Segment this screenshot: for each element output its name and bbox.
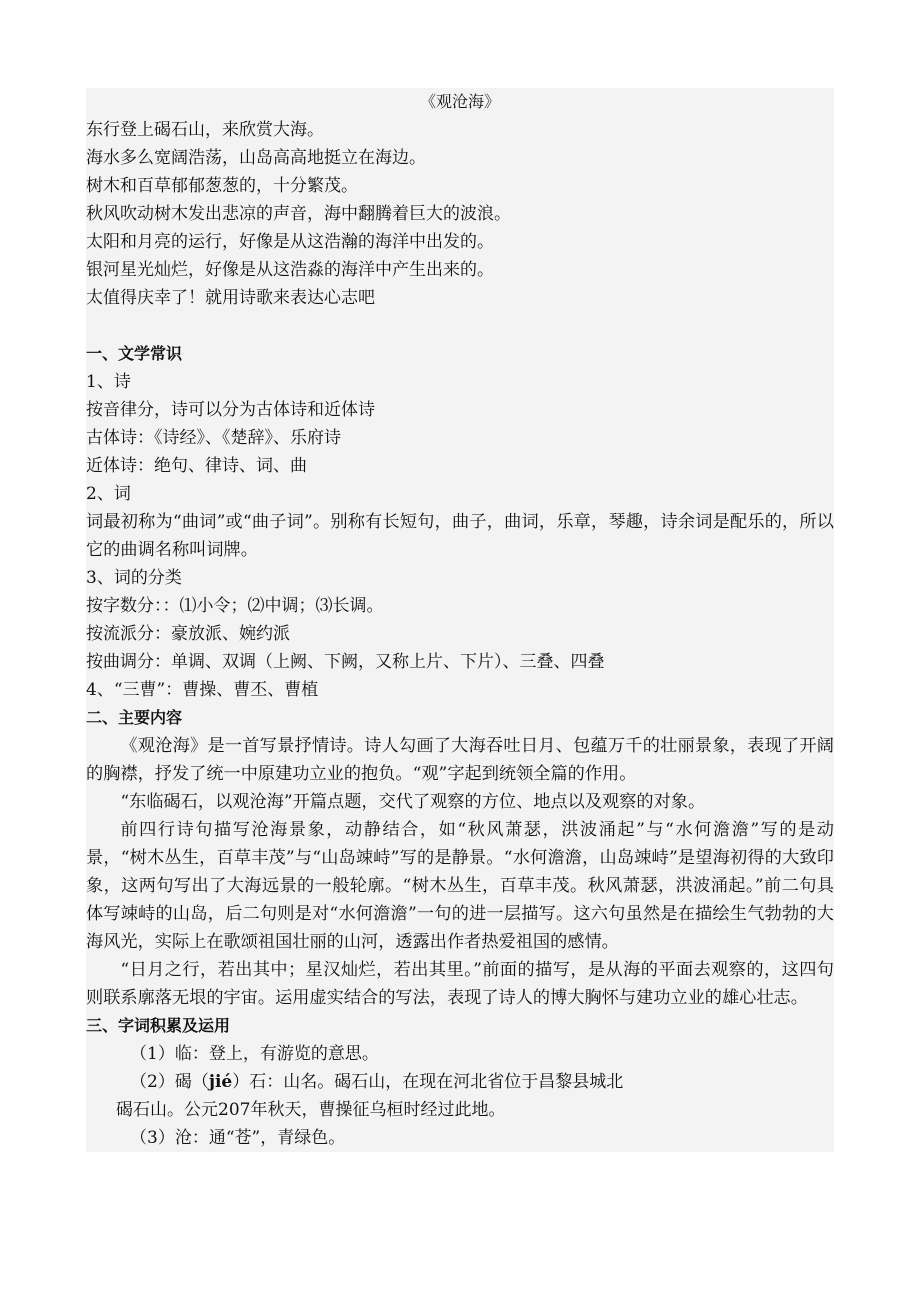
text-line: 按曲调分：单调、双调（上阙、下阙，又称上片、下片）、三叠、四叠 xyxy=(86,652,605,672)
poem-line: 银河星光灿烂，好像是从这浩淼的海洋中产生出来的。 xyxy=(86,260,494,280)
subheading-poetry: 1、诗 xyxy=(86,372,131,392)
vocab-item xyxy=(86,1124,834,1152)
section-heading-content: 二、主要内容 xyxy=(86,708,183,727)
spacer xyxy=(86,312,834,340)
poem-line: 树木和百草郁郁葱葱的，十分繁茂。 xyxy=(86,176,358,196)
vocab-item xyxy=(86,1040,834,1068)
vocab-text: （2）碣（ xyxy=(130,1072,209,1092)
vocab-text: 碣石山。公元207年秋天，曹操征乌桓时经过此地。 xyxy=(116,1100,506,1120)
text-line: 近体诗：绝句、律诗、词、曲 xyxy=(86,456,307,476)
poem-line: 海水多么宽阔浩荡，山岛高高地挺立在海边。 xyxy=(86,148,426,168)
section-heading-vocabulary: 三、字词积累及运用 xyxy=(86,1016,231,1035)
subheading-ci: 2、词 xyxy=(86,484,131,504)
vocab-item xyxy=(86,1096,834,1124)
document-page xyxy=(86,88,834,1152)
poem-line: 太阳和月亮的运行，好像是从这浩瀚的海洋中出发的。 xyxy=(86,232,494,252)
content-paragraph: “日月之行，若出其中；星汉灿烂，若出其里。”前面的描写，是从海的平面去观察的，这四句则联系廓落无垠的宇宙。运用虚实结合的写法，表现了诗人的博大胸怀与建功立业的雄心壮志。 xyxy=(86,960,834,1008)
section-heading-literature: 一、文学常识 xyxy=(86,344,183,363)
vocab-text: ）石：山名。碣石山，在现在河北省位于昌黎县城北 xyxy=(232,1072,624,1092)
poem-line: 太值得庆幸了！就用诗歌来表达心志吧 xyxy=(86,288,375,308)
vocab-text: （3）沧：通“苍”，青绿色。 xyxy=(130,1128,346,1148)
text-line: 古体诗：《诗经》、《楚辞》、乐府诗 xyxy=(86,428,341,448)
content-paragraph: 《观沧海》是一首写景抒情诗。诗人勾画了大海吞吐日月、包蕴万千的壮丽景象，表现了开阔的胸襟，抒发了统一中原建功立业的抱负。“观”字起到统领全篇的作用。 xyxy=(86,736,834,784)
content-paragraph: “东临碣石，以观沧海”开篇点题，交代了观察的方位、地点以及观察的对象。 xyxy=(120,792,706,812)
content-paragraph: 前四行诗句描写沧海景象，动静结合，如“秋风萧瑟，洪波涌起”与“水何澹澹”写的是动景，“树木丛生，百草丰茂”与“山岛竦峙”写的是静景。“水何澹澹，山岛竦峙”是望海初得的大致印象，这两句写出了大海远景的一般轮廓。“树木丛生，百草丰茂。秋风萧瑟，洪波涌起。”前二句具体写竦峙的山岛，后二句则是对“水何澹澹”一句的进一层描写。这六句虽然是在描绘生气勃勃的大海风光，实际上在歌颂祖国壮丽的山河，透露出作者热爱祖国的感情。 xyxy=(86,820,834,952)
poem-line: 秋风吹动树木发出悲凉的声音，海中翻腾着巨大的波浪。 xyxy=(86,204,511,224)
ci-paragraph: 词最初称为“曲词”或“曲子词”。别称有长短句，曲子，曲词，乐章，琴趣，诗余词是配乐的，所以它的曲调名称叫词牌。 xyxy=(86,512,834,560)
vocab-pinyin: jié xyxy=(208,1072,233,1092)
three-cao-line: 4、“三曹”：曹操、曹丕、曹植 xyxy=(86,680,319,700)
vocab-text: （1）临：登上，有游览的意思。 xyxy=(130,1044,379,1064)
poem-line: 东行登上碣石山，来欣赏大海。 xyxy=(86,120,324,140)
vocab-item xyxy=(86,1068,834,1096)
subheading-ci-classify: 3、词的分类 xyxy=(86,568,182,588)
text-line: 按音律分，诗可以分为古体诗和近体诗 xyxy=(86,400,375,420)
poem-title: 《观沧海》 xyxy=(419,92,500,111)
text-line: 按流派分：豪放派、婉约派 xyxy=(86,624,290,644)
text-line: 按字数分：：⑴小令；⑵中调；⑶长调。 xyxy=(86,596,384,616)
